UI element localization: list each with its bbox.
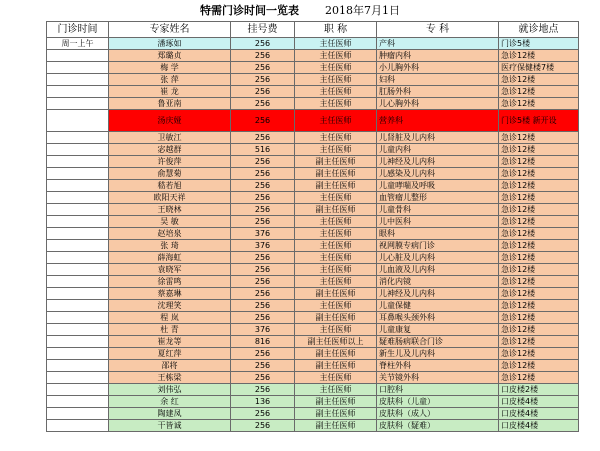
table-row: [47, 156, 579, 168]
specialty-cell: 儿中医科: [377, 216, 499, 228]
registration-fee-cell: 256: [231, 372, 295, 384]
doctor-title-cell: 主任医师: [295, 264, 377, 276]
registration-fee-cell: 256: [231, 204, 295, 216]
location-cell: 急诊12楼: [499, 312, 579, 324]
registration-fee-cell: 376: [231, 324, 295, 336]
table-row: [47, 74, 579, 86]
doctor-title-cell: 主任医师: [295, 144, 377, 156]
specialty-cell: 疑难肠病联合门诊: [377, 336, 499, 348]
table-row: [47, 300, 579, 312]
doctor-title-cell: 主任医师: [295, 300, 377, 312]
table-row: [47, 360, 579, 372]
doctor-title-cell: 副主任医师: [295, 420, 377, 432]
location-cell: 口皮楼4楼: [499, 420, 579, 432]
registration-fee-cell: 256: [231, 276, 295, 288]
registration-fee-cell: 256: [231, 192, 295, 204]
location-cell: 急诊12楼: [499, 74, 579, 86]
doctor-title-cell: 主任医师: [295, 74, 377, 86]
doctor-name-cell: 张 琦: [109, 240, 231, 252]
session-cell-empty: [47, 86, 109, 98]
specialty-cell: 儿童哮喘及呼吸: [377, 180, 499, 192]
doctor-name-cell: 干皆诚: [109, 420, 231, 432]
specialty-cell: 眼科: [377, 228, 499, 240]
session-cell-empty: [47, 360, 109, 372]
doctor-title-cell: 副主任医师: [295, 288, 377, 300]
session-cell-empty: [47, 204, 109, 216]
registration-fee-cell: 136: [231, 396, 295, 408]
registration-fee-cell: 256: [231, 360, 295, 372]
doctor-name-cell: 沈理笑: [109, 300, 231, 312]
doctor-name-cell: 卫敏江: [109, 132, 231, 144]
doctor-name-cell: 王栋梁: [109, 372, 231, 384]
session-cell-empty: [47, 372, 109, 384]
doctor-name-cell: 程 岚: [109, 312, 231, 324]
doctor-title-cell: 副主任医师: [295, 360, 377, 372]
registration-fee-cell: 256: [231, 264, 295, 276]
header-specialty: 专 科: [377, 22, 499, 38]
specialty-cell: 儿童骨科: [377, 204, 499, 216]
table-row: [47, 110, 579, 132]
location-cell: 急诊12楼: [499, 324, 579, 336]
doctor-name-cell: 许俊萍: [109, 156, 231, 168]
doctor-title-cell: 主任医师: [295, 384, 377, 396]
registration-fee-cell: 256: [231, 50, 295, 62]
header-location: 就诊地点: [499, 22, 579, 38]
doctor-title-cell: 副主任医师: [295, 180, 377, 192]
doctor-name-cell: 吴 敏: [109, 216, 231, 228]
specialty-cell: 皮肤科（疑难）: [377, 420, 499, 432]
location-cell: 急诊12楼: [499, 288, 579, 300]
session-cell-empty: [47, 132, 109, 144]
doctor-title-cell: 主任医师: [295, 324, 377, 336]
specialty-cell: 儿童内科: [377, 144, 499, 156]
header-time: 门诊时间: [47, 22, 109, 38]
doctor-name-cell: 欧阳天祥: [109, 192, 231, 204]
doctor-title-cell: 主任医师: [295, 110, 377, 132]
location-cell: 急诊12楼: [499, 180, 579, 192]
location-cell: 急诊12楼: [499, 240, 579, 252]
table-row: [47, 420, 579, 432]
doctor-title-cell: 主任医师: [295, 372, 377, 384]
specialty-cell: 儿神经及儿内科: [377, 288, 499, 300]
specialty-cell: 耳鼻喉头颈外科: [377, 312, 499, 324]
session-cell-empty: [47, 420, 109, 432]
session-cell-empty: [47, 348, 109, 360]
session-cell-empty: [47, 98, 109, 110]
doctor-title-cell: 主任医师: [295, 38, 377, 50]
doctor-name-cell: 潘琢如: [109, 38, 231, 50]
doctor-name-cell: 郑璐贞: [109, 50, 231, 62]
specialty-cell: 儿童保健: [377, 300, 499, 312]
specialty-cell: 关节镜外科: [377, 372, 499, 384]
session-cell-empty: [47, 300, 109, 312]
table-row: [47, 264, 579, 276]
location-cell: 口皮楼4楼: [499, 396, 579, 408]
specialty-cell: 肛肠外科: [377, 86, 499, 98]
session-cell-empty: [47, 396, 109, 408]
doctor-title-cell: 主任医师: [295, 240, 377, 252]
doctor-name-cell: 崔 龙: [109, 86, 231, 98]
table-body: [47, 38, 579, 432]
specialty-cell: 消化内镜: [377, 276, 499, 288]
location-cell: 急诊12楼: [499, 348, 579, 360]
location-cell: 急诊12楼: [499, 168, 579, 180]
table-row: [47, 144, 579, 156]
doctor-title-cell: 主任医师: [295, 62, 377, 74]
session-cell-empty: [47, 384, 109, 396]
registration-fee-cell: 256: [231, 180, 295, 192]
location-cell: 急诊12楼: [499, 86, 579, 98]
location-cell: 急诊12楼: [499, 372, 579, 384]
specialty-cell: 儿肾脏及儿内科: [377, 132, 499, 144]
registration-fee-cell: 516: [231, 144, 295, 156]
specialty-cell: 儿心胸外科: [377, 98, 499, 110]
table-row: [47, 192, 579, 204]
specialty-cell: 儿感染及儿内科: [377, 168, 499, 180]
schedule-table: [46, 21, 579, 432]
session-cell-empty: [47, 216, 109, 228]
registration-fee-cell: 256: [231, 408, 295, 420]
session-cell-empty: [47, 336, 109, 348]
title-text: 特需门诊时间一览表: [200, 4, 299, 17]
session-cell-empty: [47, 264, 109, 276]
session-cell-empty: [47, 228, 109, 240]
doctor-title-cell: 主任医师: [295, 276, 377, 288]
session-cell-empty: [47, 168, 109, 180]
doctor-title-cell: 主任医师: [295, 252, 377, 264]
location-cell: 急诊12楼: [499, 204, 579, 216]
table-row: [47, 86, 579, 98]
table-row: [47, 252, 579, 264]
registration-fee-cell: 816: [231, 336, 295, 348]
registration-fee-cell: 256: [231, 86, 295, 98]
table-row: [47, 228, 579, 240]
table-row: [47, 168, 579, 180]
doctor-title-cell: 副主任医师以上: [295, 336, 377, 348]
table-row: [47, 312, 579, 324]
location-cell: 急诊12楼: [499, 228, 579, 240]
doctor-name-cell: 余 红: [109, 396, 231, 408]
specialty-cell: 血管瘤儿整形: [377, 192, 499, 204]
specialty-cell: 儿血液及儿内科: [377, 264, 499, 276]
specialty-cell: 儿神经及儿内科: [377, 156, 499, 168]
location-cell: 急诊12楼: [499, 264, 579, 276]
doctor-title-cell: 主任医师: [295, 50, 377, 62]
doctor-name-cell: 杜 青: [109, 324, 231, 336]
specialty-cell: 营养科: [377, 110, 499, 132]
session-cell-empty: [47, 276, 109, 288]
doctor-name-cell: 崔龙等: [109, 336, 231, 348]
location-cell: 急诊12楼: [499, 132, 579, 144]
table-row: [47, 372, 579, 384]
registration-fee-cell: 256: [231, 74, 295, 86]
table-row: [47, 324, 579, 336]
table-row: [47, 288, 579, 300]
specialty-cell: 小儿胸外科: [377, 62, 499, 74]
header-fee: 挂号费: [231, 22, 295, 38]
doctor-title-cell: 主任医师: [295, 228, 377, 240]
table-row: [47, 396, 579, 408]
doctor-name-cell: 赵培泉: [109, 228, 231, 240]
table-row: [47, 62, 579, 74]
doctor-name-cell: 刘伟弘: [109, 384, 231, 396]
location-cell: 急诊12楼: [499, 252, 579, 264]
table-row: [47, 98, 579, 110]
doctor-name-cell: 张 萍: [109, 74, 231, 86]
doctor-title-cell: 主任医师: [295, 86, 377, 98]
registration-fee-cell: 256: [231, 420, 295, 432]
specialty-cell: 口腔科: [377, 384, 499, 396]
doctor-name-cell: 王晓林: [109, 204, 231, 216]
registration-fee-cell: 256: [231, 252, 295, 264]
location-cell: 急诊12楼: [499, 144, 579, 156]
doctor-name-cell: 蔡嘉琳: [109, 288, 231, 300]
session-cell-empty: [47, 50, 109, 62]
specialty-cell: 产科: [377, 38, 499, 50]
location-cell: 急诊12楼: [499, 50, 579, 62]
session-cell-empty: [47, 240, 109, 252]
doctor-title-cell: 副主任医师: [295, 168, 377, 180]
specialty-cell: 皮肤科（儿童）: [377, 396, 499, 408]
doctor-name-cell: 薛海虹: [109, 252, 231, 264]
doctor-title-cell: 主任医师: [295, 192, 377, 204]
header-name: 专家姓名: [109, 22, 231, 38]
table-row: [47, 384, 579, 396]
registration-fee-cell: 256: [231, 288, 295, 300]
session-cell-empty: [47, 312, 109, 324]
specialty-cell: 肿瘤内科: [377, 50, 499, 62]
registration-fee-cell: 256: [231, 62, 295, 74]
location-cell: 急诊12楼: [499, 216, 579, 228]
location-cell: 急诊12楼: [499, 360, 579, 372]
session-cell-empty: [47, 288, 109, 300]
doctor-name-cell: 宓越群: [109, 144, 231, 156]
registration-fee-cell: 256: [231, 348, 295, 360]
registration-fee-cell: 256: [231, 98, 295, 110]
location-cell: 急诊12楼: [499, 98, 579, 110]
specialty-cell: 儿心脏及儿内科: [377, 252, 499, 264]
doctor-title-cell: 副主任医师: [295, 204, 377, 216]
doctor-name-cell: 梅 学: [109, 62, 231, 74]
doctor-name-cell: 夏红萍: [109, 348, 231, 360]
location-cell: 急诊12楼: [499, 276, 579, 288]
specialty-cell: 皮肤科（成人）: [377, 408, 499, 420]
doctor-title-cell: 副主任医师: [295, 312, 377, 324]
registration-fee-cell: 256: [231, 132, 295, 144]
location-cell: 口皮楼4楼: [499, 408, 579, 420]
doctor-name-cell: 嵇若旭: [109, 180, 231, 192]
location-cell: 急诊12楼: [499, 156, 579, 168]
location-cell: 口皮楼2楼: [499, 384, 579, 396]
session-cell-empty: [47, 252, 109, 264]
doctor-title-cell: 主任医师: [295, 98, 377, 110]
table-row: [47, 38, 579, 50]
table-row: [47, 50, 579, 62]
doctor-name-cell: 汤庆娅: [109, 110, 231, 132]
location-cell: 医疗保健楼7楼: [499, 62, 579, 74]
session-cell-empty: [47, 324, 109, 336]
doctor-name-cell: 邵将: [109, 360, 231, 372]
location-cell: 门诊5楼: [499, 38, 579, 50]
registration-fee-cell: 376: [231, 228, 295, 240]
location-cell: 急诊12楼: [499, 192, 579, 204]
session-cell-empty: [47, 180, 109, 192]
doctor-name-cell: 鲁亚南: [109, 98, 231, 110]
session-cell-empty: [47, 74, 109, 86]
header-title: 职 称: [295, 22, 377, 38]
doctor-name-cell: 徐雷鸣: [109, 276, 231, 288]
session-cell-empty: [47, 192, 109, 204]
table-row: [47, 132, 579, 144]
table-row: [47, 204, 579, 216]
title-date: 2018年7月1日: [325, 4, 400, 17]
specialty-cell: 儿童康复: [377, 324, 499, 336]
table-row: [47, 336, 579, 348]
table-row: [47, 408, 579, 420]
doctor-title-cell: 主任医师: [295, 216, 377, 228]
table-row: [47, 180, 579, 192]
table-row: [47, 276, 579, 288]
session-cell-empty: [47, 110, 109, 132]
registration-fee-cell: 256: [231, 312, 295, 324]
doctor-name-cell: 陶建凤: [109, 408, 231, 420]
doctor-title-cell: 副主任医师: [295, 348, 377, 360]
specialty-cell: 视网膜专病门诊: [377, 240, 499, 252]
specialty-cell: 妇科: [377, 74, 499, 86]
registration-fee-cell: 256: [231, 384, 295, 396]
session-cell-empty: [47, 408, 109, 420]
location-cell: 门诊5楼 新开设: [499, 110, 579, 132]
doctor-name-cell: 袁晓军: [109, 264, 231, 276]
registration-fee-cell: 256: [231, 168, 295, 180]
registration-fee-cell: 256: [231, 110, 295, 132]
header-row: [47, 22, 579, 38]
doctor-title-cell: 副主任医师: [295, 156, 377, 168]
specialty-cell: 新生儿及儿内科: [377, 348, 499, 360]
registration-fee-cell: 256: [231, 38, 295, 50]
doctor-title-cell: 副主任医师: [295, 408, 377, 420]
table-row: [47, 240, 579, 252]
registration-fee-cell: 376: [231, 240, 295, 252]
page-title: [0, 2, 600, 20]
session-cell-empty: [47, 144, 109, 156]
doctor-title-cell: 主任医师: [295, 132, 377, 144]
table-row: [47, 348, 579, 360]
registration-fee-cell: 256: [231, 156, 295, 168]
session-cell-empty: [47, 156, 109, 168]
table-row: [47, 216, 579, 228]
doctor-title-cell: 副主任医师: [295, 396, 377, 408]
doctor-name-cell: 俞慧菊: [109, 168, 231, 180]
location-cell: 急诊12楼: [499, 336, 579, 348]
location-cell: 急诊12楼: [499, 300, 579, 312]
specialty-cell: 脊柱外科: [377, 360, 499, 372]
session-cell: 周一上午: [47, 38, 109, 50]
registration-fee-cell: 256: [231, 216, 295, 228]
registration-fee-cell: 256: [231, 300, 295, 312]
session-cell-empty: [47, 62, 109, 74]
